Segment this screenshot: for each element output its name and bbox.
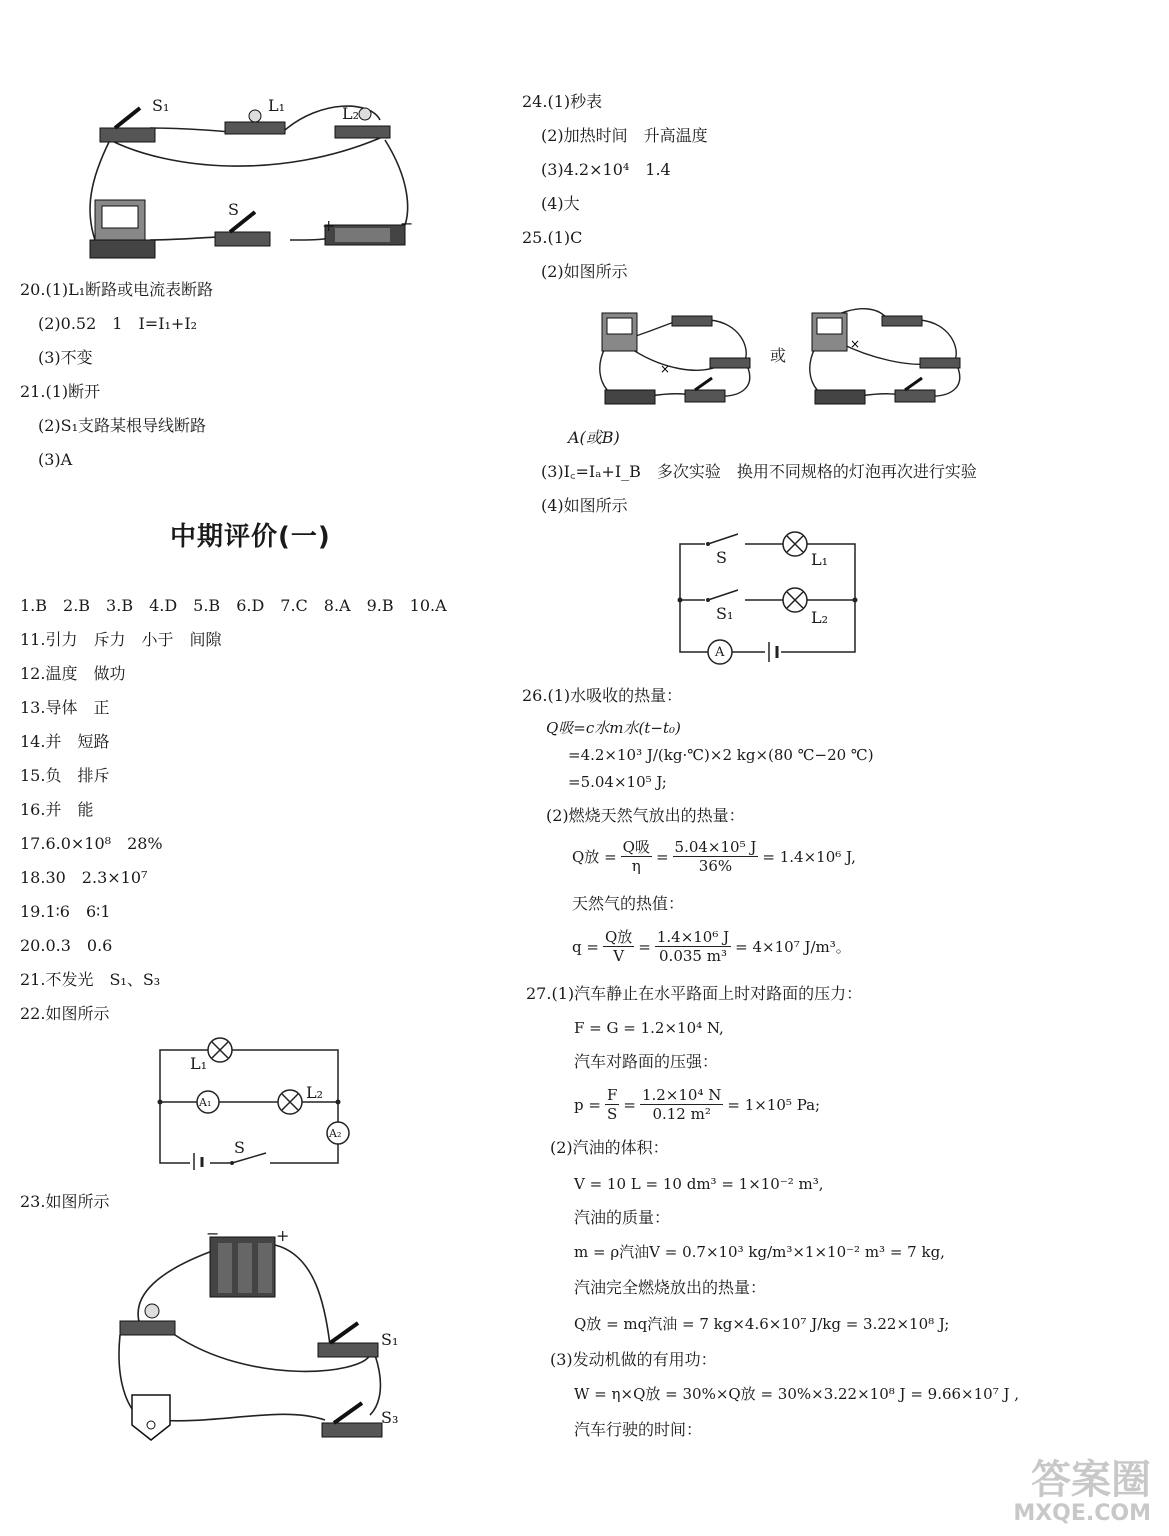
q26-eq1-lhs: Q放 = <box>572 848 617 866</box>
fig23-minus: − <box>206 1224 220 1243</box>
fill-17: 17.6.0×10⁸ 28% <box>20 834 163 853</box>
q21-line3: (3)A <box>38 450 73 469</box>
q27-eq1-frac2 <box>640 1086 723 1123</box>
q26-eq2 <box>572 928 851 965</box>
q26-p2: (2)燃烧天然气放出的热量： <box>546 806 745 825</box>
q27-eq1-lhs: p = <box>574 1095 601 1114</box>
q26-eq2-num2: 1.4×10⁶ J <box>656 928 730 946</box>
q27-l6: 汽油完全燃烧放出的热量： <box>574 1278 767 1297</box>
circuit-diagram-top <box>80 90 420 270</box>
q26-eq2-mid: = <box>638 937 651 956</box>
fig25-s: S <box>716 548 727 567</box>
fig25-l2: L₂ <box>811 608 829 627</box>
q27-l5: m = ρ汽油V = 0.7×10³ kg/m³×1×10⁻² m³ = 7 kg, <box>574 1243 945 1261</box>
watermark-line2: MXQE.COM <box>1013 1501 1151 1526</box>
label-s: S <box>228 200 239 219</box>
q26-eq2-frac1 <box>603 928 634 965</box>
q27-l7: Q放 = mq汽油 = 7 kg×4.6×10⁷ J/kg = 3.22×10⁸ J; <box>574 1315 950 1333</box>
fig22-l2: L₂ <box>306 1083 324 1102</box>
q27-l8: W = η×Q放 = 30%×Q放 = 30%×3.22×10⁸ J = 9.66×10⁷ J , <box>574 1385 1020 1403</box>
fig25-s1: S₁ <box>716 604 734 623</box>
q27-eq1-rhs: = 1×10⁵ Pa; <box>727 1095 821 1114</box>
q24-line3: (3)4.2×10⁴ 1.4 <box>541 160 671 179</box>
q26-eq2-num: Q放 <box>604 928 633 946</box>
watermark-line1: 答案圈 <box>1031 1457 1151 1503</box>
q25-part3: (3)I꜀=Iₐ+I_B 多次实验 换用不同规格的灯泡再次进行实验 <box>541 462 977 481</box>
q27-l2: 汽车对路面的压强： <box>574 1052 719 1071</box>
q26-l2: =4.2×10³ J/(kg·℃)×2 kg×(80 ℃−20 ℃) <box>568 746 874 764</box>
q26-eq1 <box>572 838 856 875</box>
circuit-diagram-25a <box>590 298 760 413</box>
fig22-a1: A₁ <box>199 1096 212 1109</box>
q26-eq2-rhs: = 4×10⁷ J/m³。 <box>735 938 851 956</box>
q27-eq1-frac1 <box>605 1086 619 1123</box>
svg-text:×: × <box>850 337 861 351</box>
q27-head: 27.(1)汽车静止在水平路面上时对路面的压力： <box>526 984 863 1003</box>
q24-line1: 24.(1)秒表 <box>522 92 603 111</box>
fig25-a: A <box>715 645 725 660</box>
q26-eq1-frac2 <box>673 838 759 875</box>
q27-l4: 汽油的质量： <box>574 1208 671 1227</box>
q26-p3: 天然气的热值： <box>572 894 685 913</box>
q26-head: 26.(1)水吸收的热量： <box>522 686 683 705</box>
q26-eq2-den2: 0.035 m³ <box>659 947 727 965</box>
q27-l1: F = G = 1.2×10⁴ N, <box>574 1019 724 1037</box>
mc-answers: 1.B 2.B 3.B 4.D 5.B 6.D 7.C 8.A 9.B 10.A <box>20 596 447 615</box>
label-s1: S₁ <box>152 96 170 115</box>
q26-l3: =5.04×10⁵ J; <box>568 773 667 791</box>
q25-ab: A(或B) <box>568 428 620 447</box>
label-minus: − <box>400 214 414 233</box>
q27-p2: (2)汽油的体积： <box>550 1138 669 1157</box>
q25-line1: 25.(1)C <box>522 228 583 247</box>
fill-12: 12.温度 做功 <box>20 664 126 683</box>
q20-line2: (2)0.52 1 I=I₁+I₂ <box>38 314 198 333</box>
q24-line4: (4)大 <box>541 194 580 213</box>
q26-eq1-den2: 36% <box>698 857 733 875</box>
q25-part4: (4)如图所示 <box>541 496 628 515</box>
q21-line1: 21.(1)断开 <box>20 382 101 401</box>
q26-eq1-frac1 <box>621 838 652 875</box>
q27-l3: V = 10 L = 10 dm³ = 1×10⁻² m³, <box>574 1175 824 1193</box>
q26-eq2-frac2 <box>655 928 731 965</box>
q27-eq1-num2: 1.2×10⁴ N <box>641 1086 722 1104</box>
q26-eq1-rhs: = 1.4×10⁶ J, <box>762 847 856 866</box>
fig22-a2: A₂ <box>329 1127 342 1140</box>
fig23-plus: + <box>276 1226 290 1245</box>
fill-16: 16.并 能 <box>20 800 94 819</box>
q27-l9: 汽车行驶的时间： <box>574 1420 703 1439</box>
q26-eq1-num2: 5.04×10⁵ J <box>674 838 757 856</box>
q26-eq1-mid: = <box>655 847 669 866</box>
q20-line1: 20.(1)L₁断路或电流表断路 <box>20 280 214 299</box>
q26-eq2-lhs: q = <box>572 937 599 956</box>
q23-line: 23.如图所示 <box>20 1192 110 1211</box>
fill-18: 18.30 2.3×10⁷ <box>20 868 148 887</box>
label-plus: + <box>322 216 336 235</box>
q27-eq1-num: F <box>606 1086 618 1104</box>
svg-text:×: × <box>660 362 671 376</box>
circuit-diagram-23 <box>100 1225 400 1455</box>
q21-line2: (2)S₁支路某根导线断路 <box>38 416 207 435</box>
q25-line2: (2)如图所示 <box>541 262 628 281</box>
fill-11: 11.引力 斥力 小于 间隙 <box>20 630 222 649</box>
fill-15: 15.负 排斥 <box>20 766 110 785</box>
circuit-diagram-25b <box>800 298 970 413</box>
q20-line3: (3)不变 <box>38 348 93 367</box>
watermark-logo <box>1013 1458 1151 1526</box>
q27-eq1-mid: = <box>623 1095 636 1114</box>
fig25-or: 或 <box>770 346 787 365</box>
fill-14: 14.并 短路 <box>20 732 110 751</box>
fill-22: 22.如图所示 <box>20 1004 110 1023</box>
fig23-s3: S₃ <box>381 1408 399 1427</box>
q26-eq1-den: η <box>631 857 641 875</box>
label-l2: L₂ <box>342 104 360 123</box>
q26-eq2-den: V <box>613 947 625 965</box>
label-l1: L₁ <box>268 96 286 115</box>
section-title: 中期评价(一) <box>170 522 331 552</box>
fig22-s: S <box>234 1138 245 1157</box>
circuit-schematic-25 <box>670 530 865 670</box>
q27-p3: (3)发动机做的有用功： <box>550 1350 717 1369</box>
q27-eq1 <box>574 1086 820 1123</box>
fill-20: 20.0.3 0.6 <box>20 936 113 955</box>
q27-eq1-den: S <box>607 1105 618 1123</box>
q26-eq1-num: Q吸 <box>622 838 650 856</box>
fill-19: 19.1∶6 6∶1 <box>20 902 111 921</box>
fill-21: 21.不发光 S₁、S₃ <box>20 970 161 989</box>
q26-l1: Q吸=c水m水(t−t₀) <box>546 719 681 737</box>
q27-eq1-den2: 0.12 m² <box>652 1105 711 1123</box>
fill-13: 13.导体 正 <box>20 698 110 717</box>
fig22-l1: L₁ <box>190 1054 208 1073</box>
q24-line2: (2)加热时间 升高温度 <box>541 126 708 145</box>
fig23-s1: S₁ <box>381 1330 399 1349</box>
fig25-l1: L₁ <box>811 550 829 569</box>
